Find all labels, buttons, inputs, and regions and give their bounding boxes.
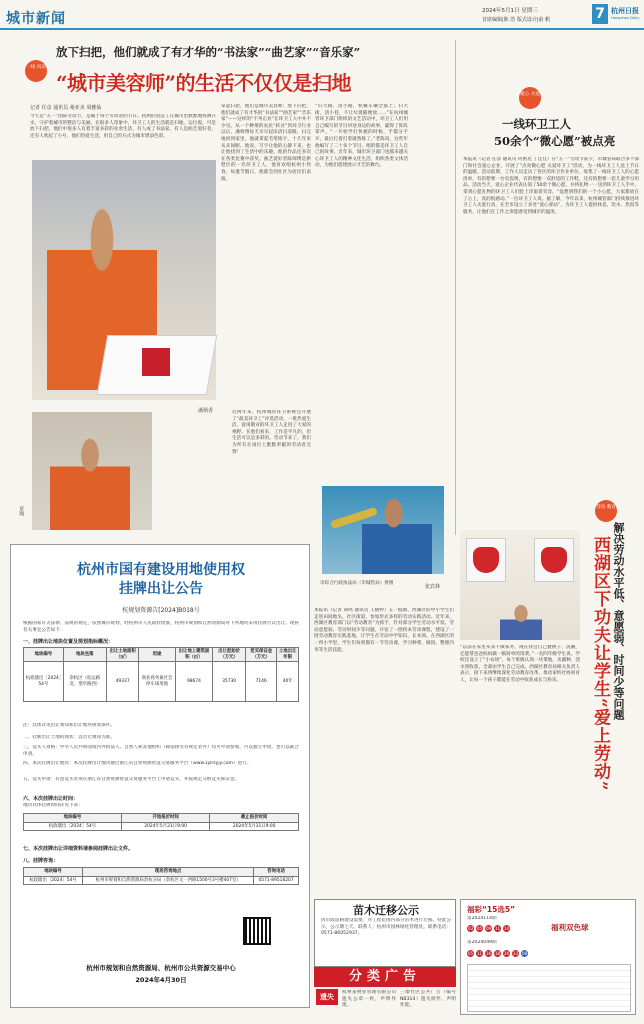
lottery-ball: 33	[512, 951, 519, 956]
story-headline: “城市美容师”的生活不仅仅是扫地	[56, 71, 352, 95]
lottery-ball: 11	[476, 951, 483, 956]
photo-card	[466, 538, 506, 582]
table-cell: 商业商务兼社会停车场用地	[139, 662, 175, 702]
lottery-prize-table	[467, 964, 631, 1012]
story-body-col4: 近两年来，杭州城管环卫系统还开展了“最美环卫工”评选活动，一批热爱生活、爱岗敬业的环卫工人走进了大家的视野。在他们看来，工作是平凡的，但生活可以是多彩的。劳动节来了，我们为所有在岗位上默默奉献的劳动者点赞！	[232, 410, 311, 455]
editors-line: 首席编辑|陈 浩 版式设计|俞 帆	[482, 17, 551, 23]
lost-notice-text: 杭州某物业管理有限公司遗失公章一枚，声明作废。	[342, 990, 396, 1009]
table-cell: 杭州市规划和自然资源局余杭分局（余杭区文一西路1500号3号楼407室）	[83, 876, 254, 885]
table-header: 出让土地面积（㎡）	[106, 648, 139, 662]
story-headline-line2: 50余个“微心愿”被点亮	[494, 134, 616, 148]
table-header: 现场咨询地点	[83, 868, 254, 877]
lottery-results	[460, 899, 636, 1015]
table-cell: 杭政储出［2024］54号	[24, 662, 64, 702]
qr-code-icon	[243, 917, 271, 945]
story-body-col1: 本报讯（记者 胡鸣 通讯员 王晓婷）五一假期，西湖区的中小学生们走进田间地头、社区街道，参加形式多样的劳动实践活动。近年来，西湖区教育部门以“劳动教育”为抓手，针对部分学生劳动水平低、劳动意愿弱、劳动时间少等问题，开发了一批校本劳动课程，建设了一批劳动教育实践基地，让学生在劳动中学知识、长本领。在西湖区的一所小学里，学生们每周都有一节劳动课，学习种菜、做饭、整理内务等生活技能。	[314, 608, 454, 653]
notice-number: 杭规划资源告[2024]B018号	[122, 607, 200, 614]
photo-performer	[32, 412, 152, 530]
notice-section: 四、本次挂牌出让地块：本次挂牌出让地块通过浙江省自然资源智慧交易服务平台（www.zjzrzyjy.com）进行。	[23, 761, 252, 766]
lost-notice-text: 三墩社区公共广告（编号NB314）遗失原件，声明作废。	[400, 990, 456, 1009]
notice-table-contact	[23, 867, 299, 885]
topic-badge: 一线 风采	[25, 60, 47, 82]
section-name: 城市新闻	[6, 11, 66, 27]
land-auction-notice	[10, 544, 310, 1008]
photo-calligraphy	[142, 348, 170, 376]
table-cell: 杭政储出［2024］54号	[24, 822, 122, 831]
story-body-col3: “扫大路，清小路，机械车辆全都上；扫大街，清小巷，不让垃圾随便放……”在杭州城管环卫部门组织的文艺活动中，环卫工人们用自己编写的节目讲述身边的故事，赢得了阵阵掌声。“一开始学打快板的时候，手都分不开，最后打着打着就熟练了。”老陈说，这些年他编写了二十多个节目，唱的都是环卫工人自己的故事。近年来，城市环卫部门也越来越关心环卫工人的精神文化生活，组织各类文体活动，为他们搭建展示才艺的舞台。	[315, 104, 408, 169]
table-cell: 2024年5月21日9:00	[121, 822, 210, 831]
lottery-draw-number: 第2024114期	[467, 916, 497, 921]
photo-trumpeter	[322, 486, 444, 574]
column-divider	[455, 40, 456, 535]
table-header: 地块编号	[24, 814, 122, 823]
table-header: 咨询电话	[254, 868, 299, 877]
lottery-ball: 14	[503, 926, 510, 931]
table-header: 出让地上建筑面积（㎡）	[175, 648, 213, 662]
table-header: 开始报价时间	[121, 814, 210, 823]
table-cell: 98674	[175, 662, 213, 702]
notice-section: 二、挂牌出让土地的现状：以出让须知为准。	[23, 735, 115, 740]
notice-note: 注：具体详见出让须知和出让地块规划条件。	[23, 723, 115, 728]
lottery-draw-number: 第2024049期	[467, 940, 497, 945]
topic-badge: 暖心 关爱	[519, 87, 541, 109]
table-header-row	[24, 814, 299, 823]
table-header: 地块坐落	[63, 648, 106, 662]
table-row	[24, 876, 299, 885]
table-header-row	[24, 868, 299, 877]
table-cell: 7146	[245, 662, 276, 702]
lottery-ball: 16	[485, 951, 492, 956]
lottery-title: 福利双色球	[551, 923, 589, 932]
story-body-col2: 拿起扫把，他们是城市美容师；放下扫把，他们就成了有才华的“书法家”“曲艺家”“音乐家”——这样的“不务正业”在环卫工人中并不少见。从一个种菜的农民“转业”到环卫行业以后，潘师傅每天早早起床清扫道路，扫完地回到家里，他就拿起毛笔练字，十几年来从未间断。他说，写字让他的心静下来，也让他找到了生活中的乐趣。他的作品还多次在各类比赛中获奖。曲艺爱好者陈师傅是拱墅区的一名环卫工人，他喜欢唱杭州小热昏，每逢节假日，他都会到社区为居民们表演。	[221, 104, 311, 182]
table-header: 用途	[139, 648, 175, 662]
newspaper-logo: 杭州日报	[611, 6, 639, 15]
photo-papercut-class	[460, 530, 580, 640]
table-row	[24, 662, 299, 702]
table-header: 出让起始价（万元）	[213, 648, 246, 662]
notice-section: 地块具体挂牌时间详见下表：	[23, 803, 83, 808]
lottery-ball: 26	[503, 951, 510, 956]
lottery-ball-blue: 08	[521, 951, 528, 956]
photo-credit: 市综合行政执法局（市城管局）供图	[320, 581, 394, 586]
table-header: 地块编号	[24, 868, 83, 877]
date-line: 2024年5月1日 星期三	[482, 8, 538, 14]
notice-section-heading: 七、本次挂牌出让详细资料请参阅挂牌出让文件。	[23, 846, 134, 852]
lost-notice-tag: 遗失	[316, 989, 338, 1005]
table-row	[24, 822, 299, 831]
classified-ads-heading: 分类广告	[314, 967, 456, 987]
table-header: 土地出让年限	[277, 648, 299, 662]
notice-section-heading: 八、挂牌咨询：	[23, 858, 59, 864]
notice-section: 三、竞买人资格：中华人民共和国境内外的法人、自然人和其他组织（除法律另有规定者外）均可申请参加，可以独立申请，也可以联合申请。	[23, 745, 299, 757]
notice-date: 2024年4月30日	[135, 976, 187, 984]
notice-section-heading: 一、挂牌出让地块位置及规划指标概况：	[23, 639, 114, 645]
table-cell: 2024年5月31日9:00	[210, 822, 299, 831]
newspaper-logo-sub: Hangzhou Daily	[611, 16, 640, 20]
box-body: 因市政道路建设需要，对工程范围内部分苗木进行迁移。特此公示，公示期七天。联系人：杭州市园林绿化管理处。联系电话：0571-86052937。	[321, 918, 451, 937]
story-kicker: 放下扫把，他们就成了有才华的“书法家”“曲艺家”“音乐家”	[56, 45, 361, 59]
page-number: 7	[592, 4, 608, 24]
table-cell: 35730	[213, 662, 246, 702]
lottery-ball: 05	[467, 951, 474, 956]
box-title: 苗木迁移公示	[353, 904, 419, 917]
lottery-ball: 18	[494, 951, 501, 956]
notice-section: 五、竞买申请：有意竞买者须在浙江省自然资源智慧交易服务平台上申请竞买，并按规定交纳竞买保证金。	[23, 777, 239, 782]
lottery-title: 福彩“15选5”	[467, 905, 516, 914]
lottery-ball: 09	[485, 926, 492, 931]
table-cell: 0571-89518207	[254, 876, 299, 885]
table-header: 截止报价时间	[210, 814, 299, 823]
story-headline: 西湖区下功夫让学生“爱上劳动”	[590, 536, 610, 792]
table-cell: 40年	[277, 662, 299, 702]
notice-title: 杭州市国有建设用地使用权	[77, 562, 245, 578]
lottery-ball: 03	[467, 926, 474, 931]
story-body-lead: 今天是“五一”国际劳动节，是属于每个劳动者的节日。杭州的清洁工在城市里默默地挥洒汗水，守护着城市的整洁与美丽。在很多人印象中，环卫工人的生活就是扫地、运垃圾，可是放下扫把，他们中很多人有着丰富多彩的业余生活，有人成了书法家，有人是曲艺爱好者，还有人吹起了小号，他们热爱生活，用自己的方式为城市增添色彩。	[30, 114, 216, 139]
story-headline-line1: 一线环卫工人	[502, 117, 571, 131]
photo-card	[534, 538, 574, 582]
story-subhead: 解决劳动水平低、意愿弱、时间少等问题	[612, 522, 625, 720]
lottery-balls	[467, 925, 510, 932]
table-cell: 杭政储出［2024］54号	[24, 876, 83, 885]
lottery-ball: 11	[494, 926, 501, 931]
photo-papercut	[473, 547, 499, 573]
topic-badge: 劳动 教育	[595, 500, 617, 522]
table-header: 竞买保证金（万元）	[245, 648, 276, 662]
table-cell: 49337	[106, 662, 139, 702]
notice-table-times	[23, 813, 299, 831]
notice-title: 挂牌出让公告	[119, 581, 203, 597]
public-notice-box	[314, 899, 456, 967]
table-header-row	[24, 648, 299, 662]
table-cell: 余杭区（杭运路北、望亭路西）	[63, 662, 106, 702]
photo-caption: 张宾林	[425, 584, 441, 590]
notice-intro: 根据国家有关法律、法规的规定，依照城市规划，经杭州市人民政府批准，杭州市规划和自然资源局对下列地块采用挂牌方式出让。现将有关事宜公告如下：	[23, 621, 299, 633]
photo-papercut	[541, 547, 567, 573]
photo-person	[50, 434, 130, 530]
lottery-balls	[467, 950, 528, 957]
story-body-col2: “以前在家里从来不做家务，现在我会自己叠被子、洗碗，还能帮爸爸妈妈做一顿简单的饭菜。”一名四年级学生说。学校还设立了“小农场”，每个班级认领一块菜地，从播种、浇水到收获，全部由学生自己完成。西湖区教育局相关负责人表示，接下来将继续深化劳动教育改革，推动家校社协同育人，让每一个孩子都能在劳动中收获成长与快乐。	[460, 645, 580, 683]
notice-table-parcels	[23, 647, 299, 702]
photo-calligrapher	[32, 160, 216, 400]
photo-person	[500, 602, 542, 640]
notice-signature: 杭州市规划和自然资源局、杭州市公共资源交易中心	[86, 964, 236, 972]
lottery-ball: 05	[476, 926, 483, 931]
photo-caption: 潘炳香	[198, 408, 214, 414]
notice-section-heading: 六、本次挂牌出让时间：	[23, 796, 79, 802]
story-body: 本报讯（记者 任彦 通讯员 何密昆 丁佳佳）在“五一”劳动节前夕，市城管局联合多个部门和社会爱心企业，开展了“点亮微心愿 关爱环卫工”活动，为一线环卫工人送上节日的温暖。活动前期，工作人员走访了各区的环卫作业单位，收集了一线环卫工人的心愿清单，有的想要一台电饭煲，有的想要一双舒适的工作鞋，还有的想要一套儿童学习用品。活动当天，爱心企业代表认领了50余个微心愿，并将礼物一一送到环卫工人手中。拿到心愿礼物的环卫工人们脸上洋溢着笑容。“没想到我们的一个小心愿，大家都放在了心上，真的很感动。”一位环卫工人说。据了解，今年以来，杭州城管部门持续推进环卫工人关爱行动，在全市设立了多处“爱心驿站”，为环卫工人提供休息、饮水、热饭等服务，让他们在工作之余能感受到城市的温度。	[463, 157, 639, 215]
masthead	[0, 0, 644, 30]
story-byline: 记者 任彦 通讯员 桑亚美 周雅仙	[30, 105, 102, 111]
photo-caption: 章翔	[18, 506, 24, 516]
table-header: 地块编号	[24, 648, 64, 662]
